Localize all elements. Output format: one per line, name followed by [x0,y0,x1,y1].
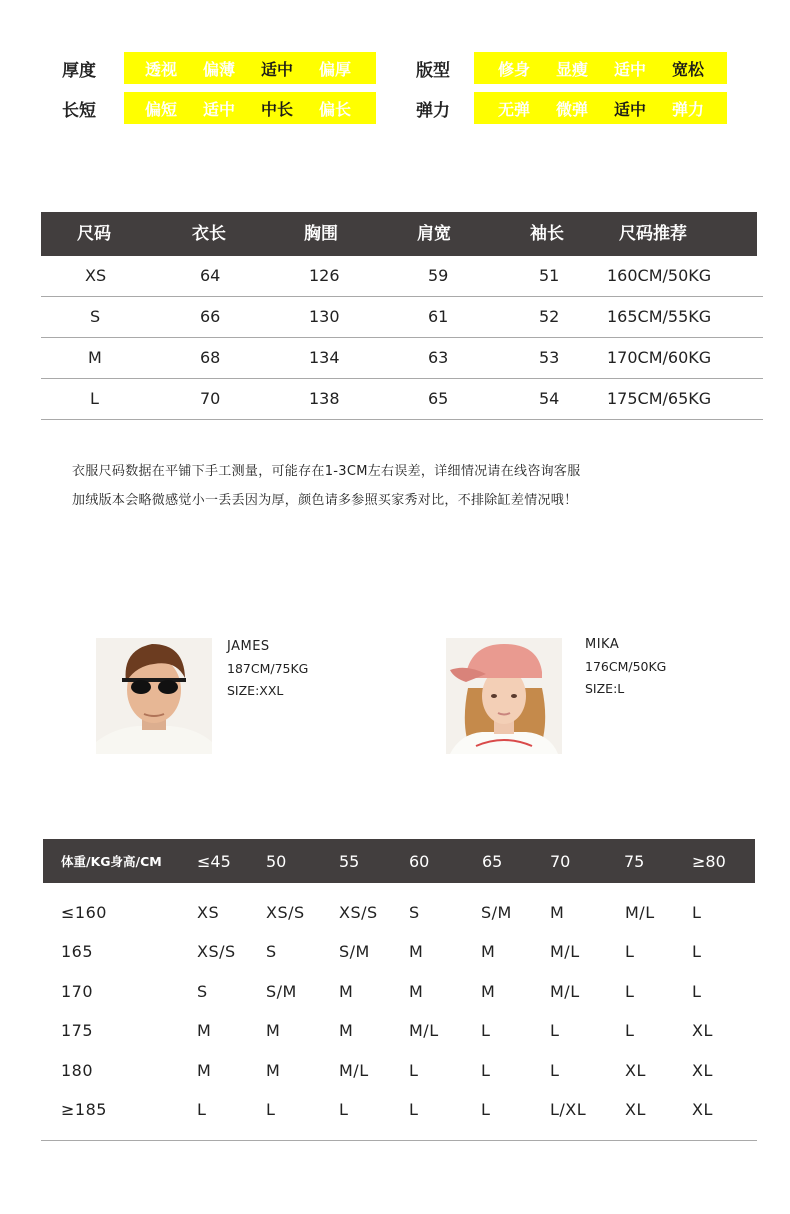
size-cell: M/L [409,1021,439,1040]
attr-option: 修身 [497,59,530,79]
size-cell: M/L [550,982,580,1001]
model-stats: 187CM/75KG [227,661,309,676]
attr-row-fit [416,52,727,84]
size-cell: L [692,942,702,961]
size-cell: L [550,1021,560,1040]
table-row [41,297,763,338]
height-cell: ≥185 [61,1100,107,1119]
size-cell: M [266,1061,281,1080]
table-row [0,1100,790,1130]
size-cell: XL [692,1061,713,1080]
attr-option: 偏薄 [202,59,235,79]
attr-options-bar [474,52,727,84]
size-cell: M [339,1021,354,1040]
size-cell: L [625,1021,635,1040]
cell-recommend: 170CM/60KG [607,348,712,367]
attr-option: 偏厚 [318,59,351,79]
size-cell: XL [692,1021,713,1040]
cell-sleeve: 54 [539,389,560,408]
table-row [0,982,790,1012]
height-cell: 175 [61,1021,94,1040]
table-row [0,1061,790,1091]
size-cell: L [339,1100,349,1119]
size-cell: M [339,982,354,1001]
height-cell: 170 [61,982,94,1001]
attr-option: 适中 [613,59,646,79]
size-cell: XS/S [266,903,305,922]
weight-header: 50 [266,852,287,871]
header-recommend: 尺码推荐 [619,224,687,244]
table-row [41,256,763,297]
size-cell: L [409,1061,419,1080]
size-cell: M [197,1061,212,1080]
cell-shoulder: 59 [428,266,449,285]
model-stats: 176CM/50KG [585,659,667,674]
attr-option: 弹力 [671,99,704,119]
header-chest: 胸围 [304,224,338,244]
size-cell: L [409,1100,419,1119]
model-photo-mika [446,638,562,754]
height-cell: 165 [61,942,94,961]
size-cell: M [197,1021,212,1040]
size-cell: M/L [625,903,655,922]
attr-row-thickness [62,52,376,84]
cell-length: 64 [200,266,221,285]
table-row [0,942,790,972]
cell-sleeve: 51 [539,266,560,285]
attr-row-length [62,92,376,124]
cell-chest: 126 [309,266,340,285]
size-cell: S/M [266,982,297,1001]
attr-label: 厚度 [62,60,96,81]
size-cell: S/M [339,942,370,961]
cell-length: 66 [200,307,221,326]
size-cell: L [550,1061,560,1080]
fleece-note: 加绒版本会略微感觉小一丢丢因为厚，颜色请多参照买家秀对比，不排除缸差情况哦！ [72,493,578,508]
model-info-mika [585,634,666,700]
attr-options-bar [124,52,376,84]
attr-option: 显瘦 [555,59,588,79]
header-shoulder: 肩宽 [417,224,451,244]
size-cell: M [481,942,496,961]
attr-label: 版型 [416,60,450,81]
size-cell: XL [625,1100,646,1119]
height-cell: 180 [61,1061,94,1080]
size-cell: L/XL [550,1100,587,1119]
size-cell: S [197,982,208,1001]
header-length: 衣长 [192,224,226,244]
cell-chest: 134 [309,348,340,367]
cell-size: L [90,389,99,408]
size-cell: XS/S [339,903,378,922]
attr-option: 微弹 [555,99,588,119]
table-row [41,379,763,420]
size-cell: L [625,982,635,1001]
size-cell: L [197,1100,207,1119]
size-table-header [41,212,757,256]
header-sleeve: 袖长 [530,224,564,244]
attr-row-elasticity [416,92,727,124]
header-size: 尺码 [77,224,111,244]
model-name: MIKA [585,637,620,652]
size-cell: S [266,942,277,961]
weight-header: 60 [409,852,430,871]
attr-option: 偏短 [144,99,177,119]
table-row [41,338,763,379]
size-cell: M [266,1021,281,1040]
weight-header: 75 [624,852,645,871]
size-cell: L [266,1100,276,1119]
size-cell: L [625,942,635,961]
size-cell: M [550,903,565,922]
size-cell: S [409,903,420,922]
cell-sleeve: 52 [539,307,560,326]
size-cell: XS/S [197,942,236,961]
header-corner: 体重/KG身高/CM [61,854,162,869]
cell-chest: 130 [309,307,340,326]
size-cell: M [481,982,496,1001]
attr-option: 无弹 [497,99,530,119]
weight-header: ≤45 [197,852,231,871]
cell-recommend: 175CM/65KG [607,389,712,408]
attr-option: 透视 [144,59,177,79]
recommend-table-header [43,839,755,883]
size-cell: M [409,982,424,1001]
size-cell: L [481,1021,491,1040]
attr-options-bar [474,92,727,124]
size-cell: M/L [339,1061,369,1080]
model-mika-image [446,638,562,754]
model-james-image [96,638,212,754]
attr-option-selected: 适中 [613,99,646,119]
cell-recommend: 160CM/50KG [607,266,712,285]
size-table [41,212,763,420]
cell-size: S [90,307,101,326]
cell-recommend: 165CM/55KG [607,307,712,326]
size-cell: XL [692,1100,713,1119]
size-cell: M/L [550,942,580,961]
model-name: JAMES [227,639,270,654]
attr-option: 偏长 [318,99,351,119]
size-cell: XL [625,1061,646,1080]
measurement-note: 衣服尺码数据在平铺下手工测量，可能存在1-3CM左右误差，详细情况请在线咨询客服 [72,464,581,479]
cell-sleeve: 53 [539,348,560,367]
cell-shoulder: 65 [428,389,449,408]
weight-header: 65 [482,852,503,871]
size-cell: L [481,1061,491,1080]
cell-size: XS [85,266,107,285]
model-info-james [227,636,308,702]
table-row [0,903,790,933]
attr-label: 弹力 [416,100,450,121]
size-cell: M [409,942,424,961]
table-bottom-divider [41,1140,757,1141]
attr-option-selected: 适中 [260,59,293,79]
size-cell: S/M [481,903,512,922]
model-photo-james [96,638,212,754]
cell-shoulder: 61 [428,307,449,326]
attr-options-bar [124,92,376,124]
attr-option-selected: 宽松 [671,59,704,79]
attr-label: 长短 [62,100,96,121]
height-cell: ≤160 [61,903,107,922]
weight-header: 70 [550,852,571,871]
size-cell: XS [197,903,220,922]
cell-size: M [88,348,102,367]
weight-header: 55 [339,852,360,871]
attr-option: 适中 [202,99,235,119]
cell-length: 70 [200,389,221,408]
table-row [0,1021,790,1051]
attr-option-selected: 中长 [260,99,293,119]
size-cell: L [481,1100,491,1119]
weight-header: ≥80 [692,852,726,871]
cell-shoulder: 63 [428,348,449,367]
size-cell: L [692,903,702,922]
cell-chest: 138 [309,389,340,408]
model-size: SIZE:L [585,681,625,696]
cell-length: 68 [200,348,221,367]
model-size: SIZE:XXL [227,683,284,698]
size-cell: L [692,982,702,1001]
